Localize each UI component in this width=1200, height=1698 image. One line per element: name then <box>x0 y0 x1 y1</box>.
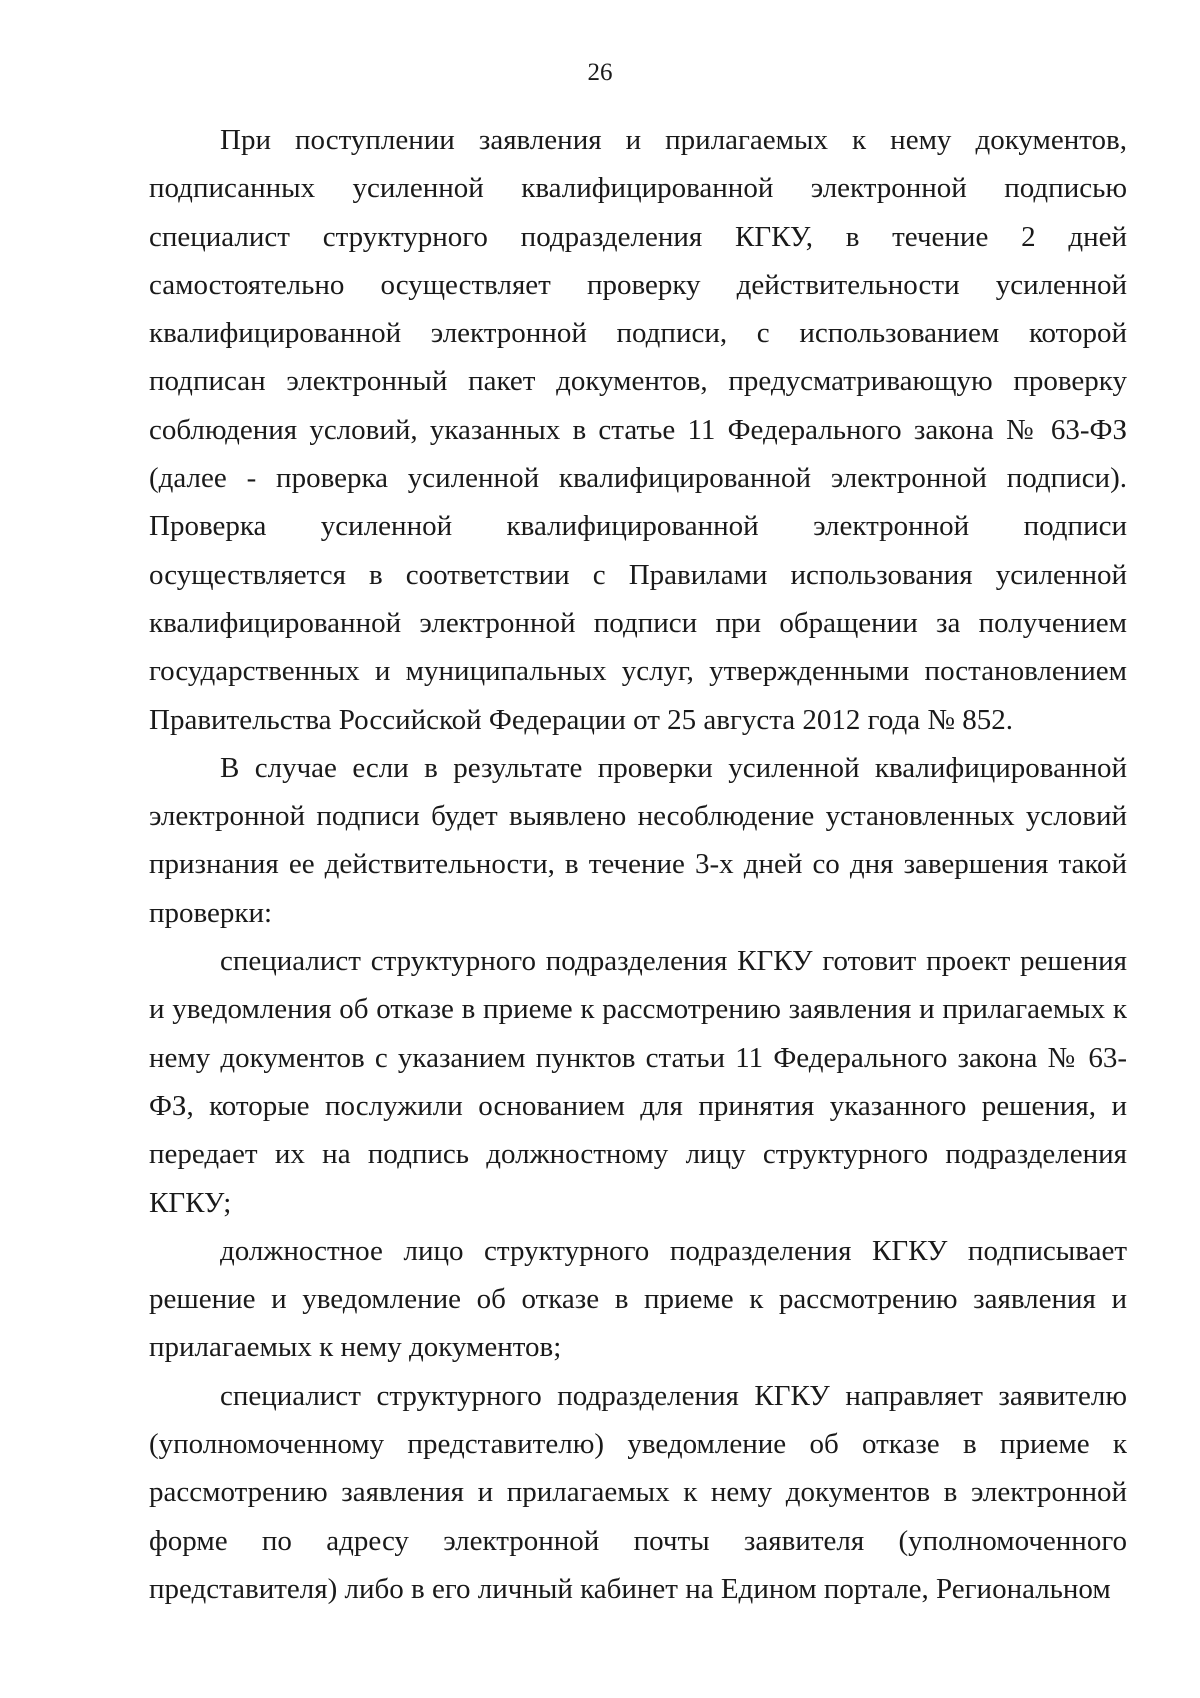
paragraph-official-signs-refusal: должностное лицо структурного подразделения КГКУ подписывает решение и уведомление об отказе в приеме к рассмотрению заявления и прилагаемых к нему документов; <box>149 1234 1127 1364</box>
paragraph-signature-verification: При поступлении заявления и прилагаемых к нему документов, подписанных усиленной квалифицированной электронной подписью специалист структурного подразделения КГКУ, в течение 2 дней самостоятельно осуществляет проверку действительности усиленной квалифицированной электронной подписи, с использованием которой подписан электронный пакет документов, предусматривающую проверку соблюдения условий, указанных в статье 11 Федерального закона № 63-ФЗ (далее - проверка усиленной квалифицированной электронной подписи). Проверка усиленной квалифицированной электронной подписи осуществляется в соответствии с Правилами использования усиленной квалифицированной электронной подписи при обращении за получением государственных и муниципальных услуг, утвержденными постановлением Правительства Российской Федерации от 25 августа 2012 года № 852. <box>149 124 1127 736</box>
page-number: 26 <box>587 59 613 86</box>
paragraph-specialist-sends-notice: специалист структурного подразделения КГКУ направляет заявителю (уполномоченному представителю) уведомление об отказе в приеме к рассмотрению заявления и прилагаемых к нему документов в электронной форме по адресу электронной почты заявителя (уполномоченного представителя) либо в его личный кабинет на Едином портале, Региональном <box>149 1379 1127 1605</box>
paragraph-verification-failure: В случае если в результате проверки усиленной квалифицированной электронной подписи будет выявлено несоблюдение установленных условий признания ее действительности, в течение 3-х дней со дня завершения такой проверки: <box>149 751 1127 929</box>
document-body <box>149 116 1127 1613</box>
paragraph-specialist-prepares-refusal: специалист структурного подразделения КГКУ готовит проект решения и уведомления об отказе в приеме к рассмотрению заявления и прилагаемых к нему документов с указанием пунктов статьи 11 Федерального закона № 63-ФЗ, которые послужили основанием для принятия указанного решения, и передает их на подпись должностному лицу структурного подразделения КГКУ; <box>149 945 1127 1219</box>
